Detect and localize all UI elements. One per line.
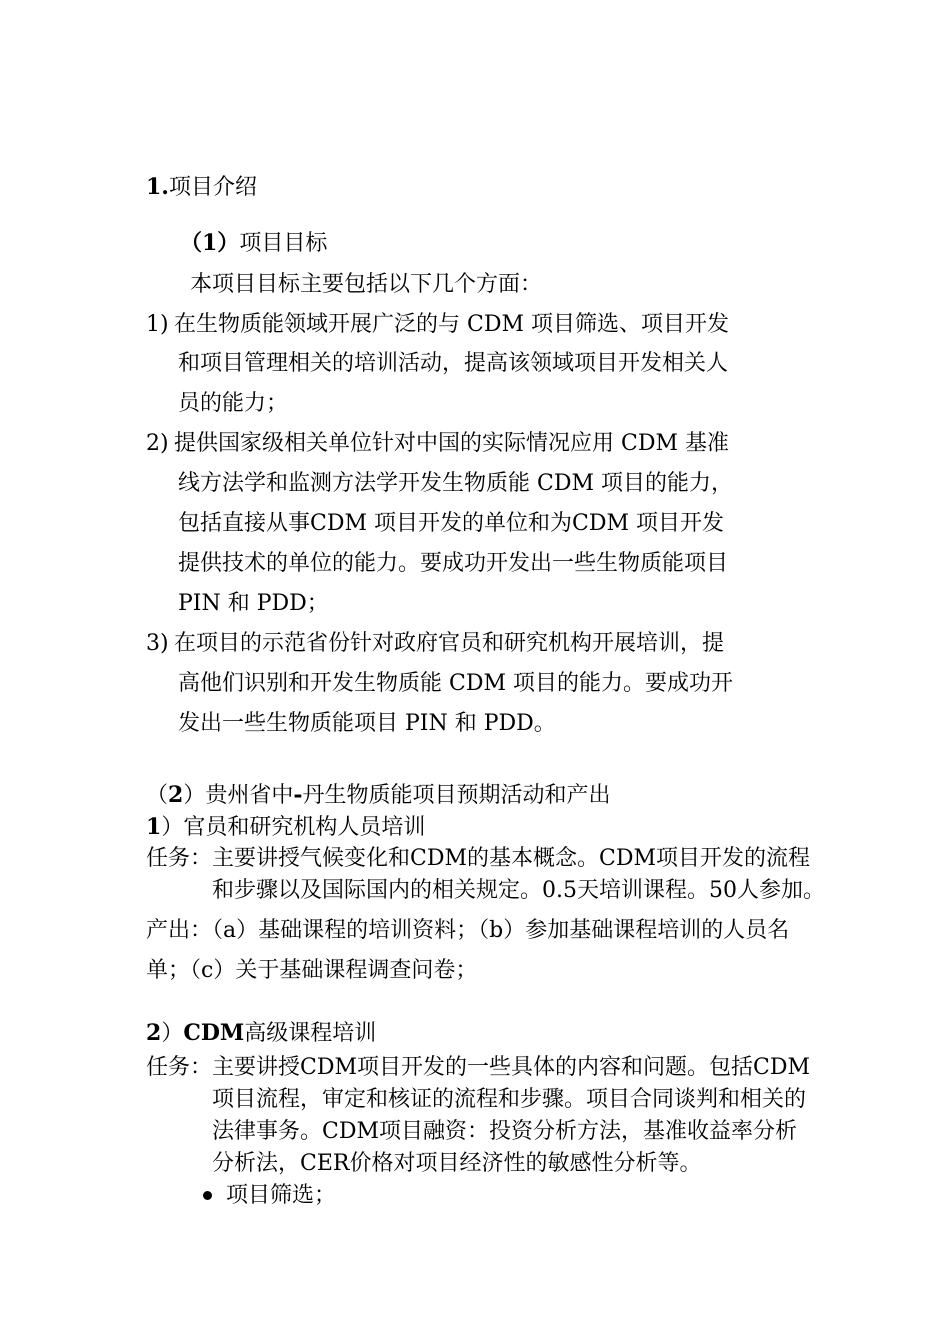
objective-1-marker: 1) (146, 312, 169, 337)
objective-2-marker: 2) (146, 431, 169, 456)
activity-1-task-label: 任务： (146, 846, 213, 871)
activity-1-title (146, 812, 425, 843)
objective-3-marker: 3) (146, 631, 169, 656)
activity-1-task-line-2: 和步骤以及国际国内的相关规定。0.5天培训课程。50人参加。 (212, 878, 825, 903)
objective-2-line-2: 线方法学和监测方法学开发生物质能 CDM 项目的能力， (178, 471, 733, 496)
objectives-intro: 本项目目标主要包括以下几个方面： (190, 272, 543, 297)
subsection-heading-2-text-a: ）贵州省中 (183, 783, 294, 808)
activity-2-task-line-1: 主要讲授CDM项目开发的一些具体的内容和问题。包括CDM (212, 1055, 810, 1080)
bullet-icon (203, 1191, 212, 1200)
objective-1-line-2: 和项目管理相关的培训活动，提高该领域项目开发相关人 (178, 351, 729, 376)
activity-2-number: 2 (146, 1020, 162, 1046)
objective-3-line-2: 高他们识别和开发生物质能 CDM 项目的能力。要成功开 (178, 671, 733, 696)
section-title (146, 172, 257, 203)
subsection-heading-1-text: 项目目标 (239, 231, 328, 256)
subsection-heading-2-text-b: 丹生物质能项目预期活动和产出 (302, 783, 611, 808)
activity-2-task-label: 任务： (146, 1055, 213, 1080)
objective-2-line-5: PIN 和 PDD； (178, 591, 329, 616)
section-title-text: 项目介绍 (168, 175, 257, 200)
objective-3-line-1: 在项目的示范省份针对政府官员和研究机构开展培训，提 (174, 631, 725, 656)
subsection-heading-2 (146, 780, 611, 811)
activity-2-task-line-2: 项目流程，审定和核证的流程和步骤。项目合同谈判和相关的 (212, 1087, 807, 1112)
subsection-heading-1 (180, 228, 327, 259)
subsection-heading-2-number: 2 (168, 782, 184, 808)
activity-1-number: 1 (146, 814, 162, 840)
objective-3-line-3: 发出一些生物质能项目 PIN 和 PDD。 (178, 711, 556, 736)
activity-1-output-line-2: 单；（c）关于基础课程调查问卷； (146, 958, 478, 983)
activity-1-title-text: ）官员和研究机构人员培训 (161, 815, 426, 840)
activity-1-task-line-1: 主要讲授气候变化和CDM的基本概念。CDM项目开发的流程 (212, 846, 810, 871)
objective-2-line-3: 包括直接从事CDM 项目开发的单位和为CDM 项目开发 (178, 511, 724, 536)
objective-1-line-1: 在生物质能领域开展广泛的与 CDM 项目筛选、项目开发 (174, 312, 729, 337)
activity-1-output-line-1: 产出：（a）基础课程的培训资料；（b）参加基础课程培训的人员名 (146, 918, 790, 943)
subsection-heading-1-number: （1） (180, 230, 240, 256)
section-title-number: 1. (146, 174, 169, 200)
activity-2-bullet-1: 项目筛选； (226, 1183, 337, 1208)
objective-2-line-4: 提供技术的单位的能力。要成功开发出一些生物质能项目 (178, 551, 729, 576)
subsection-heading-2-open: （ (146, 783, 169, 808)
objective-2-line-1: 提供国家级相关单位针对中国的实际情况应用 CDM 基准 (174, 431, 729, 456)
activity-2-task-line-4: 分析法，CER价格对项目经济性的敏感性分析等。 (212, 1151, 702, 1176)
objective-1-line-3: 员的能力； (178, 391, 289, 416)
activity-2-task-line-3: 法律事务。CDM项目融资：投资分析方法，基准收益率分析 (212, 1119, 797, 1144)
activity-2-title-bold: CDM (183, 1020, 245, 1046)
activity-2-title (146, 1018, 376, 1049)
subsection-heading-2-dash: - (293, 782, 303, 808)
activity-2-title-b: 高级课程培训 (244, 1021, 377, 1046)
activity-2-title-a: ） (161, 1021, 184, 1046)
